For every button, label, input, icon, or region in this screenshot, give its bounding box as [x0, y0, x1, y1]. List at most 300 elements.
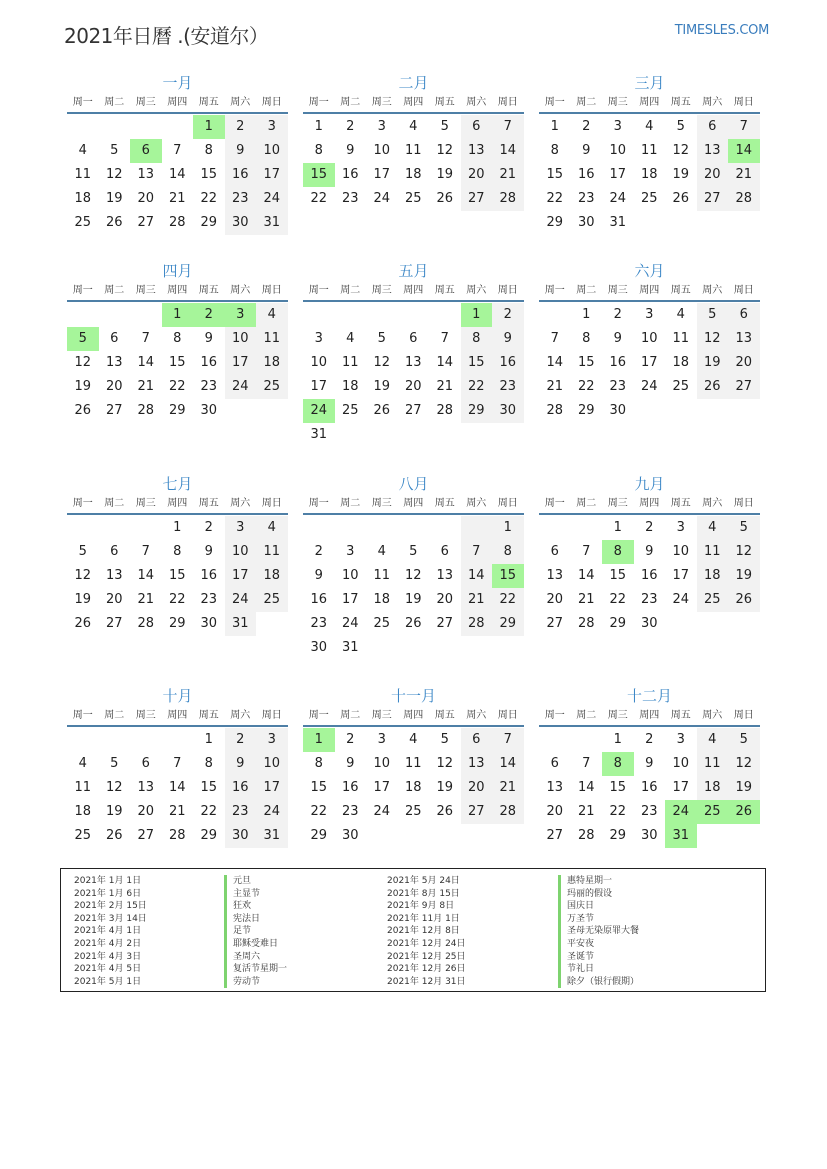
day-cell: 1 [162, 303, 194, 327]
holiday-name: 元旦 [224, 875, 287, 888]
day-cell: 7 [728, 115, 760, 139]
day-cell: 15 [461, 351, 493, 375]
month-title: 八月 [398, 475, 429, 493]
weekday-label: 周五 [670, 97, 691, 108]
day-cell: 20 [404, 379, 422, 394]
day-cell: 19 [74, 379, 92, 394]
day-cell: 17 [373, 780, 391, 795]
empty-cell [366, 516, 398, 540]
day-cell: 27 [105, 616, 123, 631]
day-cell: 31 [225, 612, 257, 636]
weekday-header [67, 282, 288, 300]
day-cell: 27 [546, 828, 564, 843]
empty-cell [728, 824, 760, 848]
day-cell: 5 [440, 732, 449, 747]
day-cell: 8 [204, 143, 213, 158]
week-row [67, 327, 288, 351]
day-cell: 23 [492, 375, 524, 399]
day-cell: 2 [492, 303, 524, 327]
week-row [303, 824, 524, 848]
weekday-label: 周一 [72, 97, 93, 108]
empty-cell [429, 423, 461, 447]
header-rule [303, 300, 524, 302]
empty-cell [697, 399, 729, 423]
day-cell: 7 [550, 331, 559, 346]
weekday-header [67, 495, 288, 513]
holiday-date: 2021年 5月 24日 [387, 876, 460, 886]
day-cell: 14 [436, 355, 454, 370]
day-cell: 25 [256, 588, 288, 612]
day-cell: 18 [697, 776, 729, 800]
weekday-label: 周五 [670, 710, 691, 721]
day-cell: 17 [225, 351, 257, 375]
day-cell: 3 [676, 520, 685, 535]
day-cell: 22 [200, 804, 218, 819]
day-cell: 7 [141, 544, 150, 559]
empty-cell [634, 399, 666, 423]
weekday-label: 周四 [403, 710, 424, 721]
day-cell: 27 [105, 403, 123, 418]
header-rule [539, 513, 760, 515]
week-row [303, 516, 524, 540]
day-cell: 18 [697, 564, 729, 588]
brand-link[interactable]: TIMESLES.COM [674, 23, 769, 38]
week-row [303, 115, 524, 139]
day-cell: 14 [137, 355, 155, 370]
empty-cell [99, 516, 131, 540]
day-cell: 24 [609, 191, 627, 206]
empty-cell [539, 728, 571, 752]
day-cell: 20 [728, 351, 760, 375]
day-cell: 17 [640, 355, 658, 370]
day-cell: 13 [546, 568, 564, 583]
day-cell: 30 [492, 399, 524, 423]
weekday-label: 周一 [308, 710, 329, 721]
weekday-label: 周四 [167, 498, 188, 509]
weekday-label: 周四 [167, 97, 188, 108]
weekday-label: 周六 [702, 710, 723, 721]
day-cell: 25 [404, 804, 422, 819]
weekday-header [539, 495, 760, 513]
day-cell: 4 [346, 331, 355, 346]
weekday-label: 周二 [340, 498, 361, 509]
weekday-label: 周一 [544, 285, 565, 296]
day-cell: 9 [346, 756, 355, 771]
empty-cell [366, 303, 398, 327]
day-cell: 3 [256, 728, 288, 752]
day-cell: 29 [461, 399, 493, 423]
day-cell: 3 [377, 732, 386, 747]
day-cell: 3 [225, 516, 257, 540]
weekday-label: 周三 [607, 498, 628, 509]
day-cell: 29 [310, 828, 328, 843]
holiday-name: 国庆日 [558, 900, 639, 913]
empty-cell [67, 728, 99, 752]
day-cell: 16 [200, 355, 218, 370]
day-cell: 21 [728, 163, 760, 187]
day-cell: 18 [341, 379, 359, 394]
day-cell: 6 [440, 544, 449, 559]
day-cell: 30 [640, 828, 658, 843]
week-row [303, 800, 524, 824]
weekday-label: 周三 [135, 710, 156, 721]
day-cell: 23 [200, 592, 218, 607]
day-cell: 28 [168, 215, 186, 230]
week-row [67, 800, 288, 824]
weekday-label: 周二 [104, 97, 125, 108]
day-cell: 31 [665, 824, 697, 848]
day-cell: 17 [310, 379, 328, 394]
day-cell: 29 [609, 616, 627, 631]
header-rule [539, 300, 760, 302]
weekday-label: 周六 [702, 285, 723, 296]
holiday-date: 2021年 12月 25日 [387, 951, 466, 962]
day-cell: 10 [256, 139, 288, 163]
month-title: 四月 [162, 262, 193, 280]
day-cell: 9 [346, 143, 355, 158]
empty-cell [335, 516, 367, 540]
day-cell: 19 [105, 191, 123, 206]
week-row [67, 163, 288, 187]
weekday-label: 周日 [261, 710, 282, 721]
weekday-label: 周五 [198, 285, 219, 296]
empty-cell [697, 824, 729, 848]
day-cell: 14 [137, 568, 155, 583]
day-cell: 29 [200, 828, 218, 843]
day-cell: 23 [577, 191, 595, 206]
holiday-name: 平安夜 [558, 938, 639, 951]
day-cell: 12 [436, 143, 454, 158]
week-row [67, 303, 288, 327]
day-cell: 2 [225, 115, 257, 139]
week-row [539, 728, 760, 752]
day-cell: 19 [404, 592, 422, 607]
day-cell: 21 [577, 592, 595, 607]
holiday-date: 2021年 4月 3日 [74, 951, 142, 962]
day-cell: 10 [225, 540, 257, 564]
weekday-label: 周三 [371, 710, 392, 721]
day-cell: 14 [168, 780, 186, 795]
week-row [67, 375, 288, 399]
day-cell: 3 [613, 119, 622, 134]
weekday-label: 周日 [261, 97, 282, 108]
day-cell: 4 [409, 732, 418, 747]
day-cell: 4 [676, 307, 685, 322]
day-cell: 11 [373, 568, 391, 583]
week-row [539, 588, 760, 612]
week-row [539, 163, 760, 187]
weekday-label: 周六 [466, 285, 487, 296]
day-cell: 19 [436, 780, 454, 795]
empty-cell [461, 824, 493, 848]
legend-names-left [224, 875, 287, 988]
empty-cell [303, 516, 335, 540]
day-cell: 16 [640, 780, 658, 795]
day-cell: 8 [602, 752, 634, 776]
header-rule [303, 112, 524, 114]
day-cell: 15 [310, 780, 328, 795]
weekday-label: 周一 [544, 97, 565, 108]
day-cell: 3 [645, 307, 654, 322]
week-row [539, 375, 760, 399]
weekday-label: 周四 [403, 285, 424, 296]
day-cell: 21 [137, 592, 155, 607]
empty-cell [99, 303, 131, 327]
day-cell: 12 [728, 752, 760, 776]
empty-cell [697, 211, 729, 235]
day-cell: 16 [225, 776, 257, 800]
day-cell: 10 [256, 752, 288, 776]
week-row [303, 327, 524, 351]
day-cell: 17 [672, 780, 690, 795]
month-block [67, 72, 288, 235]
month-block [67, 260, 288, 423]
day-cell: 25 [697, 588, 729, 612]
month-title: 九月 [634, 475, 665, 493]
empty-cell [99, 115, 131, 139]
day-cell: 31 [341, 640, 359, 655]
month-title: 二月 [398, 74, 429, 92]
week-row [67, 776, 288, 800]
weekday-label: 周四 [403, 97, 424, 108]
day-cell: 19 [74, 592, 92, 607]
holiday-name: 玛丽的假设 [558, 888, 639, 901]
day-cell: 23 [200, 379, 218, 394]
day-cell: 23 [640, 804, 658, 819]
weekday-label: 周一 [72, 710, 93, 721]
day-cell: 16 [492, 351, 524, 375]
week-row [539, 211, 760, 235]
day-cell: 24 [665, 800, 697, 824]
week-row [67, 187, 288, 211]
empty-cell [303, 303, 335, 327]
day-cell: 4 [697, 516, 729, 540]
empty-cell [130, 115, 162, 139]
day-cell: 22 [168, 592, 186, 607]
day-cell: 7 [492, 728, 524, 752]
day-cell: 16 [200, 568, 218, 583]
day-cell: 6 [409, 331, 418, 346]
empty-cell [366, 824, 398, 848]
day-cell: 28 [577, 616, 595, 631]
month-block [539, 72, 760, 235]
holiday-date: 2021年 11月 1日 [387, 913, 460, 924]
empty-cell [398, 824, 430, 848]
day-cell: 7 [582, 756, 591, 771]
day-cell: 22 [310, 804, 328, 819]
day-cell: 14 [577, 780, 595, 795]
day-cell: 17 [373, 167, 391, 182]
header-rule [67, 513, 288, 515]
day-cell: 25 [256, 375, 288, 399]
day-cell: 13 [436, 568, 454, 583]
holiday-name: 劳动节 [224, 976, 287, 989]
legend-names-right [558, 875, 639, 988]
month-title: 六月 [634, 262, 665, 280]
empty-cell [728, 612, 760, 636]
day-cell: 22 [310, 191, 328, 206]
week-row [539, 327, 760, 351]
day-cell: 12 [74, 355, 92, 370]
weekday-label: 周六 [702, 97, 723, 108]
day-cell: 21 [546, 379, 564, 394]
day-cell: 4 [256, 303, 288, 327]
week-row [539, 564, 760, 588]
holiday-date: 2021年 5月 1日 [74, 976, 142, 987]
day-cell: 19 [728, 776, 760, 800]
week-row [303, 612, 524, 636]
weekday-label: 周一 [544, 498, 565, 509]
header-rule [539, 725, 760, 727]
day-cell: 1 [314, 119, 323, 134]
day-cell: 27 [546, 616, 564, 631]
weekday-label: 周五 [670, 498, 691, 509]
day-cell: 1 [550, 119, 559, 134]
empty-cell [665, 211, 697, 235]
week-row [303, 139, 524, 163]
week-row [67, 139, 288, 163]
holiday-name: 主显节 [224, 888, 287, 901]
day-cell: 12 [74, 568, 92, 583]
day-cell: 13 [404, 355, 422, 370]
day-cell: 1 [492, 516, 524, 540]
day-cell: 23 [609, 379, 627, 394]
weekday-label: 周六 [230, 498, 251, 509]
day-cell: 19 [728, 564, 760, 588]
day-cell: 8 [173, 331, 182, 346]
month-title: 三月 [634, 74, 665, 92]
day-cell: 12 [697, 327, 729, 351]
day-cell: 3 [314, 331, 323, 346]
day-cell: 6 [461, 728, 493, 752]
day-cell: 24 [341, 616, 359, 631]
empty-cell [130, 516, 162, 540]
week-row [303, 351, 524, 375]
day-cell: 24 [225, 375, 257, 399]
empty-cell [130, 728, 162, 752]
day-cell: 11 [404, 756, 422, 771]
holiday-name: 足节 [224, 925, 287, 938]
day-cell: 24 [303, 399, 335, 423]
day-cell: 27 [461, 800, 493, 824]
week-row [67, 540, 288, 564]
day-cell: 13 [105, 568, 123, 583]
day-cell: 24 [672, 592, 690, 607]
day-cell: 1 [303, 728, 335, 752]
week-row [303, 564, 524, 588]
day-cell: 16 [609, 355, 627, 370]
weekday-label: 周日 [497, 285, 518, 296]
month-title: 一月 [162, 74, 193, 92]
day-cell: 27 [137, 215, 155, 230]
month-title: 十二月 [626, 687, 672, 705]
day-cell: 19 [697, 351, 729, 375]
holiday-name: 圣周六 [224, 951, 287, 964]
empty-cell [492, 423, 524, 447]
day-cell: 23 [341, 804, 359, 819]
day-cell: 7 [173, 756, 182, 771]
day-cell: 7 [173, 143, 182, 158]
weekday-header [539, 94, 760, 112]
day-cell: 8 [314, 143, 323, 158]
day-cell: 10 [225, 327, 257, 351]
holiday-date: 2021年 2月 15日 [74, 901, 147, 912]
day-cell: 13 [546, 780, 564, 795]
day-cell: 21 [492, 163, 524, 187]
empty-cell [398, 516, 430, 540]
day-cell: 5 [409, 544, 418, 559]
weekday-label: 周五 [434, 498, 455, 509]
day-cell: 15 [303, 163, 335, 187]
day-cell: 25 [672, 379, 690, 394]
day-cell: 1 [461, 303, 493, 327]
day-cell: 14 [492, 139, 524, 163]
day-cell: 4 [78, 756, 87, 771]
day-cell: 25 [640, 191, 658, 206]
header-rule [67, 300, 288, 302]
weekday-label: 周一 [72, 285, 93, 296]
day-cell: 10 [341, 568, 359, 583]
weekday-header [303, 495, 524, 513]
day-cell: 25 [341, 403, 359, 418]
empty-cell [429, 516, 461, 540]
day-cell: 14 [492, 752, 524, 776]
day-cell: 20 [461, 776, 493, 800]
week-row [303, 540, 524, 564]
weekday-label: 周三 [135, 498, 156, 509]
week-row [539, 776, 760, 800]
day-cell: 6 [110, 331, 119, 346]
week-row [67, 728, 288, 752]
day-cell: 3 [256, 115, 288, 139]
month-title: 五月 [398, 262, 429, 280]
day-cell: 16 [341, 780, 359, 795]
weekday-header [303, 282, 524, 300]
day-cell: 21 [461, 588, 493, 612]
day-cell: 23 [225, 187, 257, 211]
empty-cell [130, 303, 162, 327]
empty-cell [634, 211, 666, 235]
weekday-label: 周一 [308, 498, 329, 509]
day-cell: 10 [310, 355, 328, 370]
empty-cell [398, 423, 430, 447]
holiday-date: 2021年 1月 1日 [74, 876, 142, 886]
day-cell: 1 [613, 520, 622, 535]
weekday-label: 周日 [733, 498, 754, 509]
day-cell: 28 [577, 828, 595, 843]
day-cell: 9 [314, 568, 323, 583]
day-cell: 6 [550, 756, 559, 771]
day-cell: 24 [373, 804, 391, 819]
day-cell: 24 [640, 379, 658, 394]
weekday-label: 周日 [733, 710, 754, 721]
holiday-name: 宪法日 [224, 913, 287, 926]
week-row [539, 351, 760, 375]
weekday-label: 周五 [198, 710, 219, 721]
day-cell: 9 [645, 756, 654, 771]
day-cell: 5 [728, 728, 760, 752]
day-cell: 26 [373, 403, 391, 418]
header-rule [303, 513, 524, 515]
day-cell: 26 [404, 616, 422, 631]
day-cell: 2 [225, 728, 257, 752]
weekday-label: 周二 [340, 710, 361, 721]
day-cell: 26 [74, 616, 92, 631]
day-cell: 15 [609, 780, 627, 795]
day-cell: 18 [640, 167, 658, 182]
day-cell: 19 [373, 379, 391, 394]
day-cell: 30 [341, 828, 359, 843]
